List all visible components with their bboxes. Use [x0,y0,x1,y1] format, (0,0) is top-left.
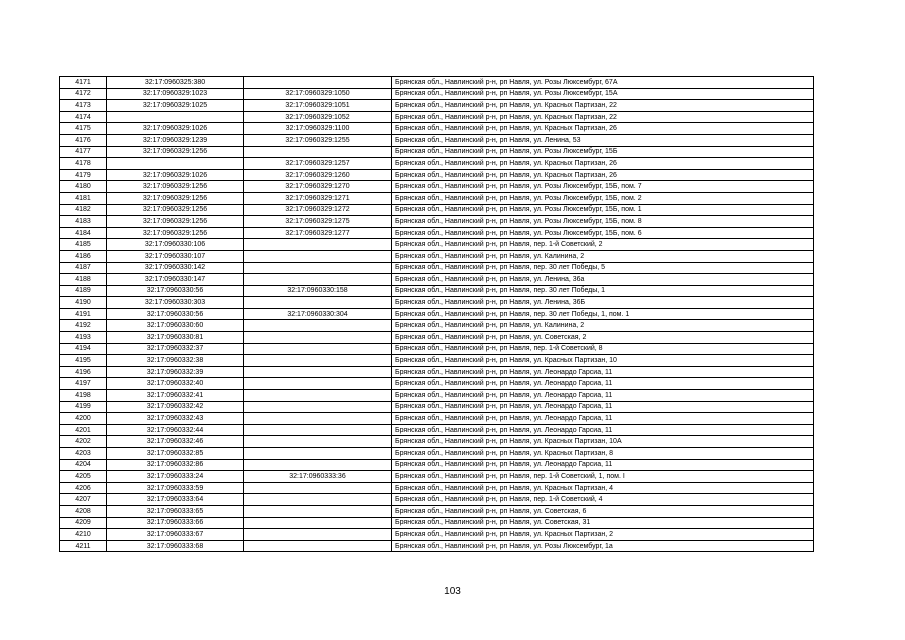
row-number-cell: 4181 [60,192,107,204]
row-number-cell: 4188 [60,274,107,286]
address-cell: Брянская обл., Навлинский р-н, рп Навля, ул. Леонардо Гарсиа, 11 [392,459,814,471]
cadastral-number-cell: 32:17:0960333:68 [107,540,244,552]
parent-cadastral-number-cell: 32:17:0960329:1277 [244,227,392,239]
row-number-cell: 4192 [60,320,107,332]
cadastral-number-cell: 32:17:0960329:1256 [107,192,244,204]
table-row [60,517,814,529]
address-cell: Брянская обл., Навлинский р-н, рп Навля, ул. Красных Партизан, 10А [392,436,814,448]
address-cell: Брянская обл., Навлинский р-н, рп Навля, ул. Ленина, 36Б [392,297,814,309]
cadastral-number-cell: 32:17:0960332:85 [107,448,244,460]
cadastral-number-cell: 32:17:0960333:65 [107,505,244,517]
address-cell: Брянская обл., Навлинский р-н, рп Навля, ул. Калинина, 2 [392,320,814,332]
address-cell: Брянская обл., Навлинский р-н, рп Навля, ул. Розы Люксембург, 15Б, пом. 2 [392,192,814,204]
table-row [60,540,814,552]
table-row [60,146,814,158]
address-cell: Брянская обл., Навлинский р-н, рп Навля, ул. Красных Партизан, 26 [392,169,814,181]
address-cell: Брянская обл., Навлинский р-н, рп Навля, ул. Розы Люксембург, 15Б [392,146,814,158]
row-number-cell: 4172 [60,88,107,100]
parent-cadastral-number-cell [244,413,392,425]
table-row [60,192,814,204]
parent-cadastral-number-cell [244,366,392,378]
table-row [60,378,814,390]
parent-cadastral-number-cell: 32:17:0960330:304 [244,308,392,320]
row-number-cell: 4178 [60,158,107,170]
cadastral-number-cell: 32:17:0960333:64 [107,494,244,506]
cadastral-number-cell: 32:17:0960330:106 [107,239,244,251]
cadastral-number-cell: 32:17:0960332:40 [107,378,244,390]
address-cell: Брянская обл., Навлинский р-н, рп Навля, ул. Красных Партизан, 2 [392,529,814,541]
cadastral-number-cell: 32:17:0960329:1256 [107,216,244,228]
address-cell: Брянская обл., Навлинский р-н, рп Навля, ул. Советская, 31 [392,517,814,529]
address-cell: Брянская обл., Навлинский р-н, рп Навля, ул. Советская, 2 [392,332,814,344]
row-number-cell: 4211 [60,540,107,552]
row-number-cell: 4195 [60,355,107,367]
parent-cadastral-number-cell [244,239,392,251]
table-row [60,355,814,367]
row-number-cell: 4182 [60,204,107,216]
row-number-cell: 4190 [60,297,107,309]
row-number-cell: 4206 [60,482,107,494]
row-number-cell: 4185 [60,239,107,251]
cadastral-number-cell: 32:17:0960329:1239 [107,134,244,146]
parent-cadastral-number-cell [244,517,392,529]
parent-cadastral-number-cell [244,332,392,344]
cadastral-number-cell: 32:17:0960332:42 [107,401,244,413]
row-number-cell: 4204 [60,459,107,471]
table-row [60,494,814,506]
parent-cadastral-number-cell [244,378,392,390]
parent-cadastral-number-cell: 32:17:0960329:1051 [244,100,392,112]
row-number-cell: 4208 [60,505,107,517]
parent-cadastral-number-cell [244,540,392,552]
table-row [60,366,814,378]
table-row [60,100,814,112]
parent-cadastral-number-cell [244,77,392,89]
parent-cadastral-number-cell: 32:17:0960329:1270 [244,181,392,193]
row-number-cell: 4201 [60,424,107,436]
address-cell: Брянская обл., Навлинский р-н, рп Навля, ул. Красных Партизан, 22 [392,100,814,112]
parent-cadastral-number-cell [244,448,392,460]
parent-cadastral-number-cell [244,343,392,355]
table-row [60,169,814,181]
parent-cadastral-number-cell: 32:17:0960329:1257 [244,158,392,170]
table-row [60,274,814,286]
table-row [60,413,814,425]
address-cell: Брянская обл., Навлинский р-н, рп Навля, пер. 1-й Советский, 2 [392,239,814,251]
parent-cadastral-number-cell [244,529,392,541]
cadastral-number-cell: 32:17:0960330:56 [107,308,244,320]
table-row [60,285,814,297]
cadastral-number-cell: 32:17:0960329:1256 [107,146,244,158]
address-cell: Брянская обл., Навлинский р-н, рп Навля, пер. 30 лет Победы, 5 [392,262,814,274]
address-cell: Брянская обл., Навлинский р-н, рп Навля, ул. Розы Люксембург, 67А [392,77,814,89]
cadastral-number-cell: 32:17:0960329:1256 [107,204,244,216]
cadastral-number-cell: 32:17:0960329:1256 [107,227,244,239]
cadastral-number-cell: 32:17:0960332:37 [107,343,244,355]
table-row [60,529,814,541]
table-row [60,158,814,170]
parent-cadastral-number-cell: 32:17:0960329:1260 [244,169,392,181]
table-row [60,471,814,483]
cadastral-number-cell: 32:17:0960329:1023 [107,88,244,100]
address-cell: Брянская обл., Навлинский р-н, рп Навля, ул. Леонардо Гарсиа, 11 [392,413,814,425]
cadastral-number-cell: 32:17:0960333:24 [107,471,244,483]
table-row [60,332,814,344]
address-cell: Брянская обл., Навлинский р-н, рп Навля, пер. 1-й Советский, 4 [392,494,814,506]
cadastral-table [59,76,814,552]
table-body [60,77,814,552]
parent-cadastral-number-cell [244,436,392,448]
parent-cadastral-number-cell [244,505,392,517]
parent-cadastral-number-cell [244,262,392,274]
address-cell: Брянская обл., Навлинский р-н, рп Навля, ул. Леонардо Гарсиа, 11 [392,390,814,402]
parent-cadastral-number-cell: 32:17:0960330:158 [244,285,392,297]
address-cell: Брянская обл., Навлинский р-н, рп Навля, ул. Розы Люксембург, 1а [392,540,814,552]
parent-cadastral-number-cell: 32:17:0960333:36 [244,471,392,483]
table-row [60,88,814,100]
address-cell: Брянская обл., Навлинский р-н, рп Навля, ул. Красных Партизан, 8 [392,448,814,460]
cadastral-number-cell: 32:17:0960332:46 [107,436,244,448]
cadastral-number-cell: 32:17:0960332:43 [107,413,244,425]
cadastral-number-cell: 32:17:0960330:56 [107,285,244,297]
cadastral-number-cell: 32:17:0960333:67 [107,529,244,541]
row-number-cell: 4186 [60,250,107,262]
table-row [60,239,814,251]
table-row [60,77,814,89]
cadastral-number-cell: 32:17:0960333:66 [107,517,244,529]
table-row [60,308,814,320]
address-cell: Брянская обл., Навлинский р-н, рп Навля, ул. Леонардо Гарсиа, 11 [392,401,814,413]
row-number-cell: 4196 [60,366,107,378]
page-number: 103 [444,586,461,597]
table-row [60,123,814,135]
table-row [60,297,814,309]
row-number-cell: 4179 [60,169,107,181]
address-cell: Брянская обл., Навлинский р-н, рп Навля, пер. 1-й Советский, 8 [392,343,814,355]
parent-cadastral-number-cell [244,494,392,506]
table-row [60,204,814,216]
row-number-cell: 4189 [60,285,107,297]
cadastral-number-cell: 32:17:0960332:86 [107,459,244,471]
parent-cadastral-number-cell [244,390,392,402]
row-number-cell: 4194 [60,343,107,355]
row-number-cell: 4205 [60,471,107,483]
address-cell: Брянская обл., Навлинский р-н, рп Навля, ул. Розы Люксембург, 15Б, пом. 7 [392,181,814,193]
address-cell: Брянская обл., Навлинский р-н, рп Навля, пер. 1-й Советский, 1, пом. I [392,471,814,483]
cadastral-number-cell: 32:17:0960329:1026 [107,123,244,135]
row-number-cell: 4177 [60,146,107,158]
table-row [60,250,814,262]
address-cell: Брянская обл., Навлинский р-н, рп Навля, ул. Ленина, 53 [392,134,814,146]
parent-cadastral-number-cell [244,274,392,286]
row-number-cell: 4183 [60,216,107,228]
cadastral-number-cell: 32:17:0960332:39 [107,366,244,378]
row-number-cell: 4197 [60,378,107,390]
cadastral-number-cell: 32:17:0960329:1026 [107,169,244,181]
address-cell: Брянская обл., Навлинский р-н, рп Навля, ул. Леонардо Гарсиа, 11 [392,378,814,390]
address-cell: Брянская обл., Навлинский р-н, рп Навля, ул. Красных Партизан, 10 [392,355,814,367]
address-cell: Брянская обл., Навлинский р-н, рп Навля, ул. Красных Партизан, 22 [392,111,814,123]
parent-cadastral-number-cell [244,320,392,332]
cadastral-number-cell: 32:17:0960329:1256 [107,181,244,193]
cadastral-number-cell: 32:17:0960325:380 [107,77,244,89]
row-number-cell: 4176 [60,134,107,146]
table-row [60,262,814,274]
table-row [60,505,814,517]
row-number-cell: 4180 [60,181,107,193]
table-row [60,436,814,448]
parent-cadastral-number-cell: 32:17:0960329:1272 [244,204,392,216]
row-number-cell: 4198 [60,390,107,402]
table-row [60,459,814,471]
parent-cadastral-number-cell [244,459,392,471]
row-number-cell: 4175 [60,123,107,135]
parent-cadastral-number-cell [244,424,392,436]
parent-cadastral-number-cell [244,297,392,309]
table-row [60,227,814,239]
cadastral-number-cell: 32:17:0960332:44 [107,424,244,436]
parent-cadastral-number-cell: 32:17:0960329:1052 [244,111,392,123]
cadastral-number-cell: 32:17:0960330:303 [107,297,244,309]
table-row [60,134,814,146]
cadastral-number-cell: 32:17:0960332:38 [107,355,244,367]
table-row [60,482,814,494]
address-cell: Брянская обл., Навлинский р-н, рп Навля, ул. Розы Люксембург, 15Б, пом. 8 [392,216,814,228]
row-number-cell: 4202 [60,436,107,448]
row-number-cell: 4207 [60,494,107,506]
parent-cadastral-number-cell [244,355,392,367]
table-row [60,320,814,332]
row-number-cell: 4173 [60,100,107,112]
address-cell: Брянская обл., Навлинский р-н, рп Навля, ул. Советская, 6 [392,505,814,517]
parent-cadastral-number-cell [244,250,392,262]
cadastral-number-cell: 32:17:0960332:41 [107,390,244,402]
table-row [60,111,814,123]
row-number-cell: 4174 [60,111,107,123]
address-cell: Брянская обл., Навлинский р-н, рп Навля, ул. Леонардо Гарсиа, 11 [392,366,814,378]
parent-cadastral-number-cell: 32:17:0960329:1255 [244,134,392,146]
table-row [60,401,814,413]
address-cell: Брянская обл., Навлинский р-н, рп Навля, ул. Красных Партизан, 26 [392,158,814,170]
cadastral-number-cell [107,111,244,123]
cadastral-number-cell: 32:17:0960330:107 [107,250,244,262]
table-row [60,343,814,355]
cadastral-number-cell: 32:17:0960330:60 [107,320,244,332]
address-cell: Брянская обл., Навлинский р-н, рп Навля, ул. Ленина, 36а [392,274,814,286]
parent-cadastral-number-cell [244,401,392,413]
parent-cadastral-number-cell: 32:17:0960329:1271 [244,192,392,204]
row-number-cell: 4203 [60,448,107,460]
cadastral-number-cell: 32:17:0960333:59 [107,482,244,494]
row-number-cell: 4209 [60,517,107,529]
address-cell: Брянская обл., Навлинский р-н, рп Навля, ул. Красных Партизан, 26 [392,123,814,135]
parent-cadastral-number-cell: 32:17:0960329:1275 [244,216,392,228]
row-number-cell: 4184 [60,227,107,239]
table-row [60,390,814,402]
parent-cadastral-number-cell [244,146,392,158]
row-number-cell: 4187 [60,262,107,274]
table-row [60,216,814,228]
row-number-cell: 4191 [60,308,107,320]
row-number-cell: 4199 [60,401,107,413]
row-number-cell: 4171 [60,77,107,89]
address-cell: Брянская обл., Навлинский р-н, рп Навля, ул. Леонардо Гарсиа, 11 [392,424,814,436]
row-number-cell: 4200 [60,413,107,425]
address-cell: Брянская обл., Навлинский р-н, рп Навля, ул. Калинина, 2 [392,250,814,262]
cadastral-number-cell: 32:17:0960329:1025 [107,100,244,112]
address-cell: Брянская обл., Навлинский р-н, рп Навля, ул. Красных Партизан, 4 [392,482,814,494]
parent-cadastral-number-cell [244,482,392,494]
cadastral-number-cell: 32:17:0960330:147 [107,274,244,286]
address-cell: Брянская обл., Навлинский р-н, рп Навля, ул. Розы Люксембург, 15А [392,88,814,100]
table-row [60,181,814,193]
row-number-cell: 4193 [60,332,107,344]
table-row [60,424,814,436]
row-number-cell: 4210 [60,529,107,541]
parent-cadastral-number-cell: 32:17:0960329:1050 [244,88,392,100]
address-cell: Брянская обл., Навлинский р-н, рп Навля, ул. Розы Люксембург, 15Б, пом. 1 [392,204,814,216]
cadastral-number-cell: 32:17:0960330:142 [107,262,244,274]
address-cell: Брянская обл., Навлинский р-н, рп Навля, пер. 30 лет Победы, 1, пом. 1 [392,308,814,320]
address-cell: Брянская обл., Навлинский р-н, рп Навля, ул. Розы Люксембург, 15Б, пом. 6 [392,227,814,239]
cadastral-number-cell [107,158,244,170]
cadastral-number-cell: 32:17:0960330:81 [107,332,244,344]
address-cell: Брянская обл., Навлинский р-н, рп Навля, пер. 30 лет Победы, 1 [392,285,814,297]
parent-cadastral-number-cell: 32:17:0960329:1100 [244,123,392,135]
table-row [60,448,814,460]
